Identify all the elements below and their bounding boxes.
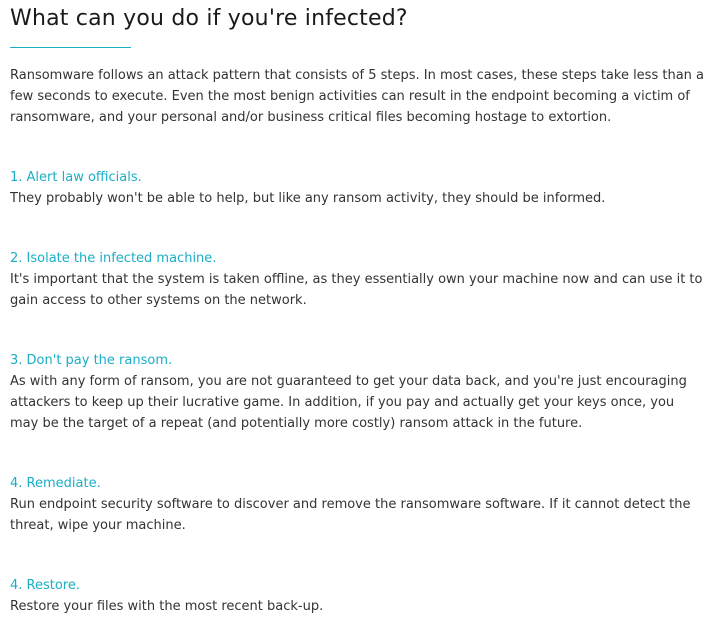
step-alert-law-officials (10, 167, 706, 209)
step-restore (10, 575, 706, 617)
step-isolate-machine (10, 248, 706, 311)
step-dont-pay-ransom (10, 350, 706, 434)
step-body: Restore your files with the most recent back-up. (10, 599, 324, 614)
intro-paragraph: Ransomware follows an attack pattern that consists of 5 steps. In most cases, these steps take less than a few seconds to execute. Even the most benign activities can result in the endpoint becoming a victim of ransomware, and your personal and/or business critical files becoming hostage to extortion. (10, 68, 705, 125)
step-body: Run endpoint security software to discover and remove the ransomware software. If it cannot detect the threat, wipe your machine. (10, 497, 691, 533)
step-title: 3. Don't pay the ransom. (10, 353, 173, 368)
step-title: 4. Restore. (10, 578, 80, 593)
step-body: They probably won't be able to help, but like any ransom activity, they should be informed. (10, 191, 606, 206)
step-title: 2. Isolate the infected machine. (10, 251, 217, 266)
step-body: It's important that the system is taken offline, as they essentially own your machine now and can use it to gain access to other systems on the network. (10, 272, 703, 308)
step-title: 1. Alert law officials. (10, 170, 142, 185)
step-remediate (10, 473, 706, 536)
step-body: As with any form of ransom, you are not guaranteed to get your data back, and you're just encouraging attackers to keep up their lucrative game. In addition, if you pay and actually get your keys once, you may be the target of a repeat (and potentially more costly) ransom attack in the future. (10, 374, 687, 431)
step-title: 4. Remediate. (10, 476, 101, 491)
article (10, 0, 706, 617)
title-underline-divider (10, 47, 131, 48)
page-title: What can you do if you're infected? (10, 6, 408, 31)
